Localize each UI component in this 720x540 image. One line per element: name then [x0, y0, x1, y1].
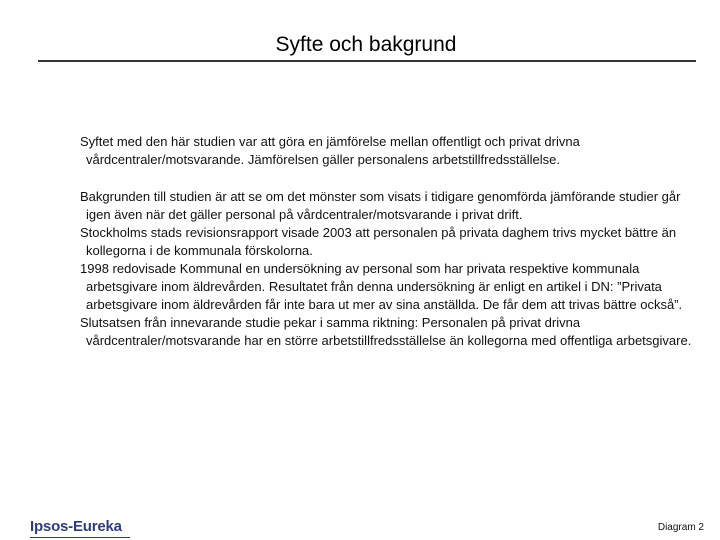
- purpose-paragraph: [80, 133, 705, 169]
- ipsos-eureka-logo: Ipsos-Eureka: [30, 518, 122, 535]
- purpose-text: Syftet med den här studien var att göra en jämförelse mellan offentligt och privat drivna vårdcentraler/motsvarande. Jämförelsen gäller personalens arbetstillfredsställelse.: [80, 134, 580, 167]
- background-text-4: Slutsatsen från innevarande studie pekar i samma riktning: Personalen på privat drivna vårdcentraler/motsvarande har en större arbetstillfredsställelse än kollegorna med offentliga arbetsgivare.: [80, 315, 692, 348]
- background-text-1: Bakgrunden till studien är att se om det mönster som visats i tidigare genomförda jämförande studier går igen även när det gäller personal på vårdcentraler/motsvarande i privat drift.: [80, 189, 681, 222]
- background-paragraph: [80, 188, 705, 350]
- background-text-2: Stockholms stads revisionsrapport visade 2003 att personalen på privata daghem trivs mycket bättre än kollegorna i de kommunala förskolorna.: [80, 225, 677, 258]
- page-number-label: Diagram 2: [657, 522, 704, 533]
- background-text-3: 1998 redovisade Kommunal en undersökning av personal som har privata respektive kommunala arbetsgivare inom äldrevården. Resultatet från denna undersökning är enligt en artikel i DN: ”Privata arbetsgivare inom äldrevården får inte bara ut mer av sina anställda. De får dem att trivas bättre också”.: [80, 261, 683, 312]
- logo-underline: [30, 537, 130, 538]
- title-divider: [38, 60, 696, 62]
- page-title: Syfte och bakgrund: [275, 33, 457, 56]
